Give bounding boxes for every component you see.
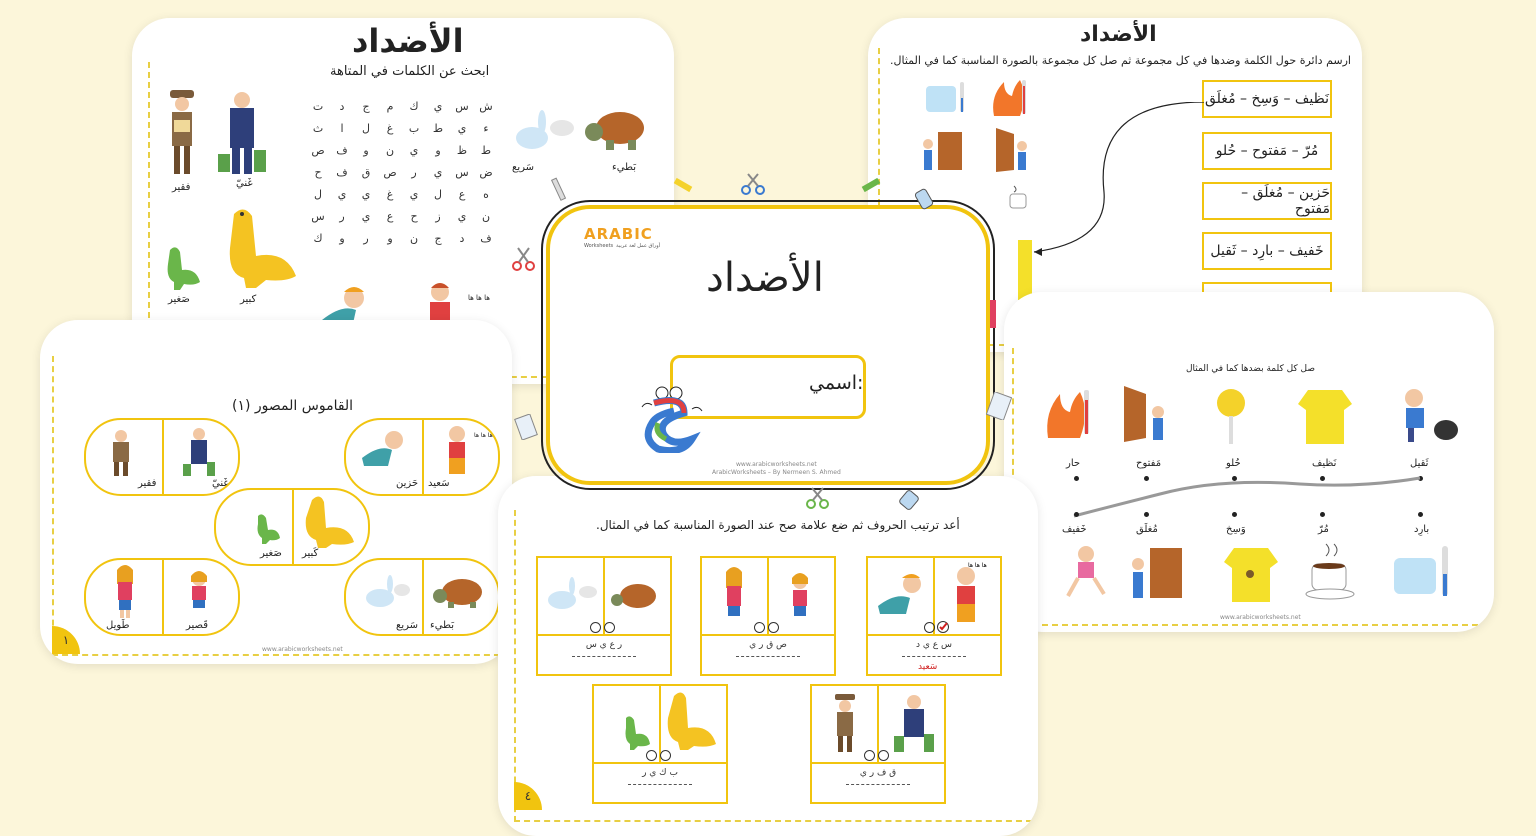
grid-letter[interactable]: ص bbox=[311, 144, 325, 157]
poor-man-icon bbox=[164, 88, 200, 178]
choice-circle[interactable] bbox=[924, 622, 935, 633]
scrambled-letters: ر ع ي س bbox=[585, 640, 623, 650]
closed-door-icon bbox=[920, 130, 966, 172]
happy-boy-icon bbox=[948, 564, 984, 626]
cover-card bbox=[546, 205, 990, 485]
top-word-5: ثَقيل bbox=[1410, 458, 1429, 469]
grid-letter[interactable]: ء bbox=[483, 122, 489, 135]
grid-letter[interactable]: ف bbox=[336, 144, 348, 157]
choice-circle[interactable] bbox=[660, 750, 671, 761]
sheet-url: www.arabicworksheets.net bbox=[262, 646, 343, 653]
grid-letter[interactable]: س bbox=[311, 210, 325, 223]
label-small: صَغير bbox=[260, 548, 282, 559]
short-girl-icon bbox=[186, 570, 212, 618]
answer-card-4 bbox=[810, 684, 946, 804]
word-group-4: خَفيف – بارِد – ثَقيل bbox=[1202, 232, 1332, 270]
coffee-cup-icon bbox=[1006, 184, 1036, 214]
small-dinosaur-icon bbox=[252, 512, 282, 546]
example-connector-line bbox=[1018, 102, 1208, 262]
grid-letter[interactable]: ن bbox=[409, 232, 419, 245]
fire-icon bbox=[988, 76, 1030, 120]
label-rich: غَنيّ bbox=[212, 478, 229, 489]
pill-sad-happy bbox=[344, 418, 500, 496]
label-rich: غَنيّ bbox=[236, 178, 253, 189]
bottom-word-4: مُرّ bbox=[1318, 524, 1329, 535]
choice-circle[interactable] bbox=[590, 622, 601, 633]
coffee-cup-icon bbox=[1304, 542, 1360, 602]
notebook-icon bbox=[514, 414, 538, 440]
grid-letter[interactable]: د bbox=[459, 232, 465, 245]
rabbit-icon bbox=[358, 574, 412, 614]
top-word-1: حار bbox=[1066, 458, 1081, 469]
grid-letter[interactable]: ر bbox=[363, 232, 369, 245]
grid-letter[interactable]: ش bbox=[479, 100, 493, 113]
label-small: صَغير bbox=[168, 294, 190, 305]
label-slow: بَطيء bbox=[612, 162, 637, 173]
scrambled-letters: ب ك ي ر bbox=[642, 768, 678, 778]
tall-girl-icon bbox=[720, 566, 748, 626]
scrambled-letters: ق ف ر ي bbox=[859, 768, 897, 778]
short-girl-icon bbox=[786, 572, 814, 626]
big-dinosaur-icon bbox=[298, 494, 362, 548]
grid-letter[interactable]: ط bbox=[432, 122, 444, 135]
grid-letter[interactable]: ض bbox=[479, 166, 493, 179]
grid-letter[interactable]: ي bbox=[337, 188, 347, 201]
glue-icon bbox=[912, 186, 936, 212]
pill-fast-slow bbox=[344, 558, 500, 636]
ice-cube-icon bbox=[922, 80, 968, 116]
turtle-icon bbox=[608, 576, 666, 616]
grid-letter[interactable]: ب bbox=[408, 122, 420, 135]
label-poor: فقير bbox=[138, 478, 157, 489]
pen-icon bbox=[984, 298, 1002, 330]
poor-man-icon bbox=[830, 692, 860, 754]
grid-letter[interactable]: ي bbox=[433, 100, 443, 113]
big-dinosaur-icon bbox=[214, 204, 306, 290]
choice-circle[interactable] bbox=[864, 750, 875, 761]
fire-icon bbox=[1042, 386, 1094, 442]
answer-card-1 bbox=[866, 556, 1002, 676]
bottom-dot bbox=[1232, 512, 1237, 517]
heavy-bag-boy-icon bbox=[1394, 386, 1460, 444]
grid-letter[interactable]: ي bbox=[457, 210, 467, 223]
cover-credit: ArabicWorksheets – By Nermeen S. Ahmed bbox=[712, 469, 841, 476]
rich-man-icon bbox=[892, 692, 936, 754]
grid-letter[interactable]: ي bbox=[361, 188, 371, 201]
label-sad: حَزين bbox=[396, 478, 419, 489]
answer-card-2 bbox=[700, 556, 836, 676]
grid-letter[interactable]: ج bbox=[434, 232, 442, 245]
grid-letter[interactable]: ل bbox=[362, 122, 370, 135]
turtle-icon bbox=[580, 100, 652, 156]
choice-circle[interactable] bbox=[878, 750, 889, 761]
label-big: كبير bbox=[240, 294, 257, 305]
answer-card-5 bbox=[592, 684, 728, 804]
grid-letter[interactable]: غ bbox=[386, 188, 394, 201]
scrambled-letters: ص ق ر ي bbox=[749, 640, 787, 650]
grid-letter[interactable]: ي bbox=[409, 188, 419, 201]
dirty-shirt-icon bbox=[1224, 544, 1278, 604]
answer-card-3 bbox=[536, 556, 672, 676]
grid-letter[interactable]: غ bbox=[386, 122, 394, 135]
grid-letter[interactable]: ع bbox=[458, 188, 466, 201]
grid-letter[interactable]: ن bbox=[385, 144, 395, 157]
happy-boy-icon bbox=[442, 424, 472, 478]
grid-letter[interactable]: ح bbox=[314, 166, 322, 179]
grid-letter[interactable]: ن bbox=[481, 210, 491, 223]
sheet-instruction: ابحث عن الكلمات في المتاهة bbox=[330, 64, 490, 79]
pencil-icon bbox=[672, 176, 696, 196]
grid-letter[interactable]: س bbox=[455, 166, 469, 179]
paint-brush-icon bbox=[548, 176, 570, 202]
word-group-1: نَظيف – وَسِخ – مُغلَق bbox=[1202, 80, 1332, 118]
pill-tall-short bbox=[84, 558, 240, 636]
yellow-shirt-icon bbox=[1016, 240, 1036, 300]
label-happy: سَعيد bbox=[428, 478, 450, 489]
choice-circle[interactable] bbox=[646, 750, 657, 761]
label-laugh: ها ها ها bbox=[968, 562, 987, 569]
bottom-word-2: مُغلَق bbox=[1136, 524, 1158, 535]
word-group-3: حَزين – مُغلَق – مَفتوح bbox=[1202, 182, 1332, 220]
example-match-line bbox=[1064, 474, 1434, 524]
grid-letter[interactable]: ث bbox=[312, 122, 324, 135]
grid-letter[interactable]: ي bbox=[433, 166, 443, 179]
written-answer: سَعيد bbox=[918, 662, 938, 672]
choice-circle[interactable] bbox=[754, 622, 765, 633]
clean-shirt-icon bbox=[1298, 386, 1352, 446]
grid-letter[interactable]: ف bbox=[336, 166, 348, 179]
sheet-url: www.arabicworksheets.net bbox=[1220, 614, 1301, 621]
grid-letter[interactable]: ز bbox=[435, 210, 441, 223]
rabbit-icon bbox=[508, 108, 578, 160]
pencil-icon bbox=[860, 176, 884, 196]
grid-letter[interactable]: ت bbox=[312, 100, 324, 113]
mascot-letter-icon bbox=[638, 385, 712, 453]
choice-circle[interactable] bbox=[604, 622, 615, 633]
label-laugh: ها ها ها bbox=[474, 432, 493, 439]
grid-letter[interactable]: ك bbox=[313, 232, 323, 245]
logo bbox=[584, 225, 660, 249]
sad-boy-icon bbox=[872, 572, 930, 624]
picture-dictionary-sheet bbox=[40, 320, 512, 664]
logo-subtext: أوراق عمل لغة عربية bbox=[616, 243, 661, 249]
grid-letter[interactable]: ط bbox=[480, 144, 492, 157]
page-number: ١ bbox=[52, 626, 80, 654]
rearrange-letters-sheet bbox=[498, 476, 1038, 836]
grid-letter[interactable]: م bbox=[386, 100, 394, 113]
notebook-icon bbox=[986, 392, 1012, 420]
bottom-dot bbox=[1320, 512, 1325, 517]
bottom-word-5: بارِد bbox=[1414, 524, 1430, 535]
grid-letter[interactable]: ص bbox=[383, 166, 397, 179]
page-number: ٤ bbox=[514, 782, 542, 810]
grid-letter[interactable]: س bbox=[455, 100, 469, 113]
grid-letter[interactable]: ا bbox=[340, 122, 344, 135]
big-dinosaur-icon bbox=[660, 690, 724, 754]
logo-text: ARABIC bbox=[584, 225, 653, 243]
grid-letter[interactable]: ك bbox=[409, 100, 419, 113]
running-girl-icon bbox=[1064, 544, 1108, 602]
top-word-3: حُلو bbox=[1226, 458, 1241, 469]
grid-letter[interactable]: ف bbox=[480, 232, 492, 245]
label-slow: بَطيء bbox=[430, 620, 455, 631]
sheet-title: الأضداد bbox=[1080, 22, 1157, 47]
grid-letter[interactable]: ع bbox=[386, 210, 394, 223]
bottom-dot bbox=[1074, 512, 1079, 517]
grid-letter[interactable]: و bbox=[387, 232, 393, 245]
scrambled-letters: س ع ي د bbox=[916, 640, 952, 650]
label-big: كَبير bbox=[302, 548, 319, 559]
grid-letter[interactable]: ل bbox=[434, 188, 442, 201]
checkmark-circle-icon[interactable] bbox=[936, 620, 950, 634]
sheet-instruction: ارسم دائرة حول الكلمة وضدها في كل مجموعة ثم صل كل مجموعة بالصورة المناسبة كما في المثال. bbox=[890, 54, 1351, 67]
top-word-2: مَفتوح bbox=[1136, 458, 1162, 469]
grid-letter[interactable]: ج bbox=[362, 100, 370, 113]
pill-small-big bbox=[214, 488, 370, 566]
grid-letter[interactable]: ظ bbox=[456, 144, 468, 157]
small-dinosaur-icon bbox=[160, 244, 204, 290]
grid-letter[interactable]: د bbox=[339, 100, 345, 113]
grid-letter[interactable]: ي bbox=[361, 210, 371, 223]
grid-letter[interactable]: و bbox=[339, 232, 345, 245]
scissors-icon bbox=[510, 246, 538, 274]
rich-man-icon bbox=[216, 88, 268, 178]
lollipop-icon bbox=[1214, 386, 1248, 446]
open-door-icon bbox=[992, 126, 1032, 174]
match-words-sheet bbox=[1004, 292, 1494, 632]
rabbit-icon bbox=[540, 576, 600, 616]
rich-man-icon bbox=[182, 426, 216, 478]
poor-man-icon bbox=[108, 426, 134, 478]
small-dinosaur-icon bbox=[620, 714, 654, 752]
tall-girl-icon bbox=[112, 564, 138, 620]
grid-letter[interactable]: ح bbox=[410, 210, 418, 223]
label-fast: سَريع bbox=[396, 620, 419, 631]
grid-letter[interactable]: ر bbox=[411, 166, 417, 179]
sheet-title: القاموس المصور (١) bbox=[232, 398, 354, 414]
pill-poor-rich bbox=[84, 418, 240, 496]
label-short: قَصير bbox=[186, 620, 208, 631]
word-search-grid bbox=[306, 96, 498, 250]
sad-boy-icon bbox=[356, 428, 412, 474]
grid-letter[interactable]: ق bbox=[361, 166, 371, 179]
grid-letter[interactable]: ر bbox=[339, 210, 345, 223]
grid-letter[interactable]: ي bbox=[409, 144, 419, 157]
bottom-word-3: وَسِخ bbox=[1226, 524, 1246, 535]
scissors-icon bbox=[804, 486, 832, 510]
word-group-2: مُرّ – مَفتوح – حُلو bbox=[1202, 132, 1332, 170]
label-tall: طَويل bbox=[106, 620, 130, 631]
sheet-title: الأضداد bbox=[352, 22, 464, 60]
cover-title: الأضداد bbox=[706, 255, 824, 301]
grid-letter[interactable]: ه bbox=[483, 188, 489, 201]
grid-letter[interactable]: ي bbox=[457, 122, 467, 135]
cover-url: www.arabicworksheets.net bbox=[736, 461, 817, 468]
sheet-instruction: صل كل كلمة بضدها كما في المثال bbox=[1186, 364, 1316, 374]
grid-letter[interactable]: ل bbox=[314, 188, 322, 201]
top-word-4: نَظيف bbox=[1312, 458, 1337, 469]
logo-subtext-en: Worksheets bbox=[584, 243, 614, 249]
bottom-word-1: خَفيف bbox=[1062, 524, 1087, 535]
scissors-icon bbox=[740, 172, 766, 196]
bottom-dot bbox=[1418, 512, 1423, 517]
grid-letter[interactable]: و bbox=[363, 144, 369, 157]
turtle-icon bbox=[430, 572, 492, 612]
bottom-dot bbox=[1144, 512, 1149, 517]
name-label: اسمي: bbox=[809, 372, 864, 394]
label-laugh: ها ها ها bbox=[468, 294, 490, 302]
closed-door-icon bbox=[1130, 546, 1186, 602]
sheet-instruction: أعد ترتيب الحروف ثم ضع علامة صح عند الصورة المناسبة كما في المثال. bbox=[596, 518, 960, 532]
glue-icon bbox=[896, 488, 922, 512]
label-fast: سَريع bbox=[512, 162, 535, 173]
open-door-icon bbox=[1120, 384, 1170, 444]
grid-letter[interactable]: و bbox=[435, 144, 441, 157]
ice-cube-icon bbox=[1390, 544, 1454, 602]
label-poor: فقير bbox=[172, 182, 191, 193]
choice-circle[interactable] bbox=[768, 622, 779, 633]
